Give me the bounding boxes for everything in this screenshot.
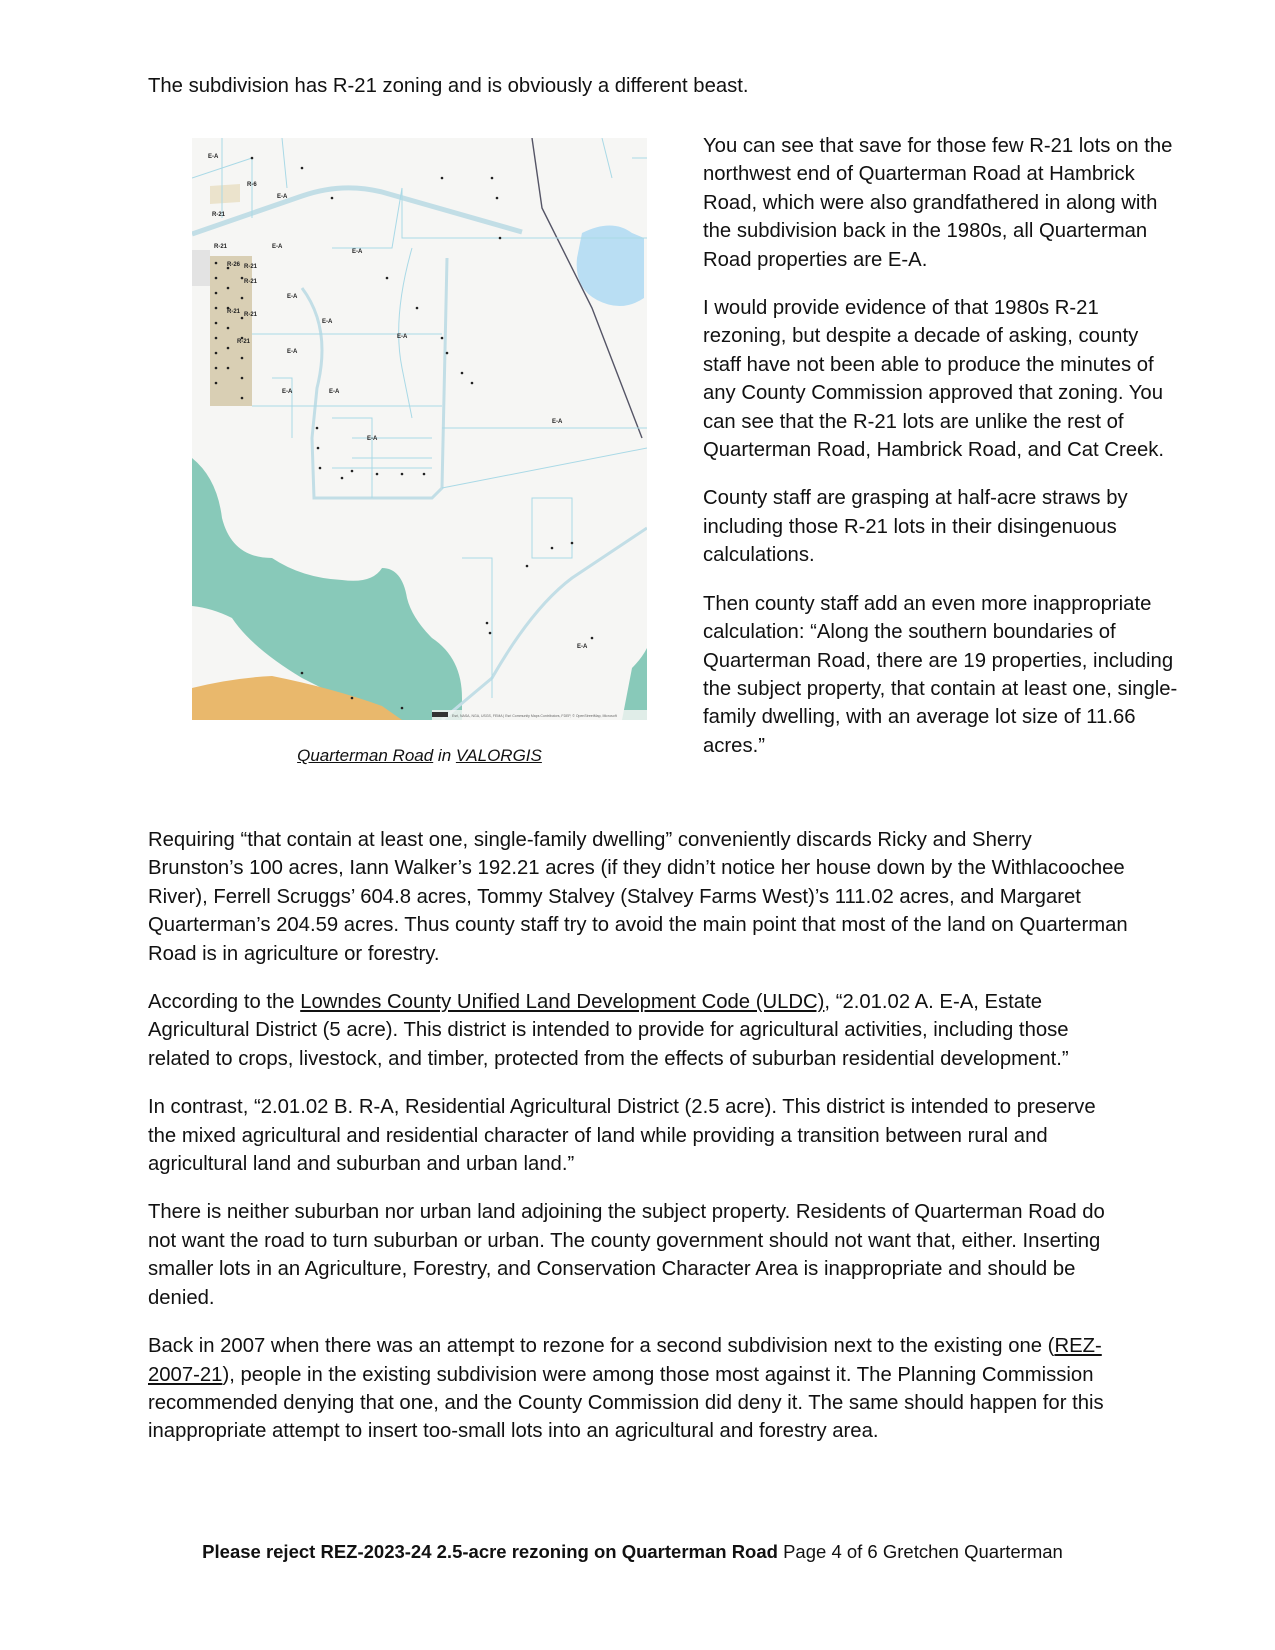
text: According to the [148,991,301,1014]
rez-2007-21-link[interactable]: REZ-2007-21 [148,1335,1102,1386]
zoning-map-image [192,138,647,720]
svg-text:E-A: E-A [277,194,288,200]
paragraph: I would provide evidence of that 1980s R-21 rezoning, but despite a decade of asking, county staff have not been able to produce the minutes of any County Commission approved that zoning. You can see that the R-21 lots are unlike the rest of Quarterman Road, Hambrick Road, and Cat Creek. [703,297,1165,462]
svg-text:E-A: E-A [552,419,563,425]
paragraph: Then county staff add an even more inappropriate calculation: “Along the southern boundaries of Quarterman Road, there are 19 properties, including the subject property, that contain at least one, single-family dwelling, with an average lot size of 11.66 acres.” [703,592,1178,757]
svg-text:E-A: E-A [208,154,219,160]
svg-text:E-A: E-A [287,294,298,300]
figure-caption [192,745,647,767]
footer-author: Gretchen Quarterman [882,1541,1063,1562]
paragraph [148,988,1128,1073]
svg-text:R-6: R-6 [247,182,257,188]
svg-text:R-21: R-21 [227,309,241,315]
caption-text: in [433,746,456,765]
page-number: Page 4 of 6 [777,1541,883,1562]
paragraph: County staff are grasping at half-acre straws by including those R-21 lots in their disingenuous calculations. [703,487,1128,567]
uldc-link[interactable]: Lowndes County Unified Land Development Code (ULDC) [300,991,825,1014]
svg-text:E-A: E-A [397,334,408,340]
svg-text:R-21: R-21 [244,279,258,285]
svg-text:Esri, NASA, NGA, USGS, FEMA |: Esri, NASA, NGA, USGS, FEMA | Esri Community Maps Contributors, FDEP, © OpenStreetMap, Microsoft [452,714,617,718]
svg-text:E-A: E-A [577,644,588,650]
svg-text:R-21: R-21 [212,212,226,218]
svg-text:R-26: R-26 [227,262,241,268]
paragraph: Requiring “that contain at least one, single-family dwelling” conveniently discards Ricky and Sherry Brunston’s 100 acres, Iann Walker’s 192.21 acres (if they didn’t notice her house down by the Withlacoochee River), Ferrell Scruggs’ 604.8 acres, Tommy Stalvey (Stalvey Farms West)’s 111.02 acres, and Margaret Quarterman’s 204.59 acres. Thus county staff try to avoid the main point that most of the land on Quarterman Road is in agriculture or forestry. [148,829,1128,965]
footer-title: Please reject REZ-2023-24 2.5-acre rezoning on Quarterman Road [202,1541,778,1562]
quarterman-road-link[interactable]: Quarterman Road [297,746,434,765]
body-text [148,826,1128,1466]
svg-text:E-A: E-A [352,249,363,255]
svg-text:R-21: R-21 [244,264,258,270]
intro-paragraph: The subdivision has R-21 zoning and is obviously a different beast. [148,75,749,97]
svg-text:R-21: R-21 [244,312,258,318]
svg-text:E-A: E-A [282,389,293,395]
svg-text:E-A: E-A [329,389,340,395]
paragraph: In contrast, “2.01.02 B. R-A, Residential Agricultural District (2.5 acre). This district is intended to preserve the mixed agricultural and residential character of land while providing a transition between rural and agricultural land and suburban and urban land.” [148,1096,1096,1176]
map-graphic [192,138,647,720]
text: ), people in the existing subdivision were among those most against it. The Planning Commission recommended denying that one, and the County Commission did deny it. The same should happen for this inappropriate attempt to insert too-small lots into an agricultural and forestry area. [148,1363,1104,1443]
text: Back in 2007 when there was an attempt to rezone for a second subdivision next to the existing one ( [148,1335,1055,1358]
svg-text:E-A: E-A [367,436,378,442]
svg-text:E-A: E-A [322,319,333,325]
page-footer [0,1540,1265,1564]
right-column-text [703,132,1181,780]
valorgis-link[interactable]: VALORGIS [455,746,542,765]
paragraph: You can see that save for those few R-21 lots on the northwest end of Quarterman Road at Hambrick Road, which were also grandfathered in along with the subdivision back in the 1980s, all Quarterman Road properties are E-A. [703,135,1173,271]
svg-text:E-A: E-A [287,349,298,355]
svg-text:R-21: R-21 [237,339,251,345]
paragraph: There is neither suburban nor urban land adjoining the subject property. Residents of Quarterman Road do not want the road to turn suburban or urban. The county government should not want that, either. Inserting smaller lots in an Agriculture, Forestry, and Conservation Character Area is inappropriate and should be denied. [148,1201,1105,1309]
text: , “2.01.02 A. E-A, Estate Agricultural District (5 acre). This district is intended to provide for agricultural activities, including those related to crops, livestock, and timber, protected from the effects of suburban residential development.” [148,991,1069,1070]
svg-text:E-A: E-A [272,244,283,250]
paragraph [148,1332,1128,1446]
svg-text:R-21: R-21 [214,244,228,250]
